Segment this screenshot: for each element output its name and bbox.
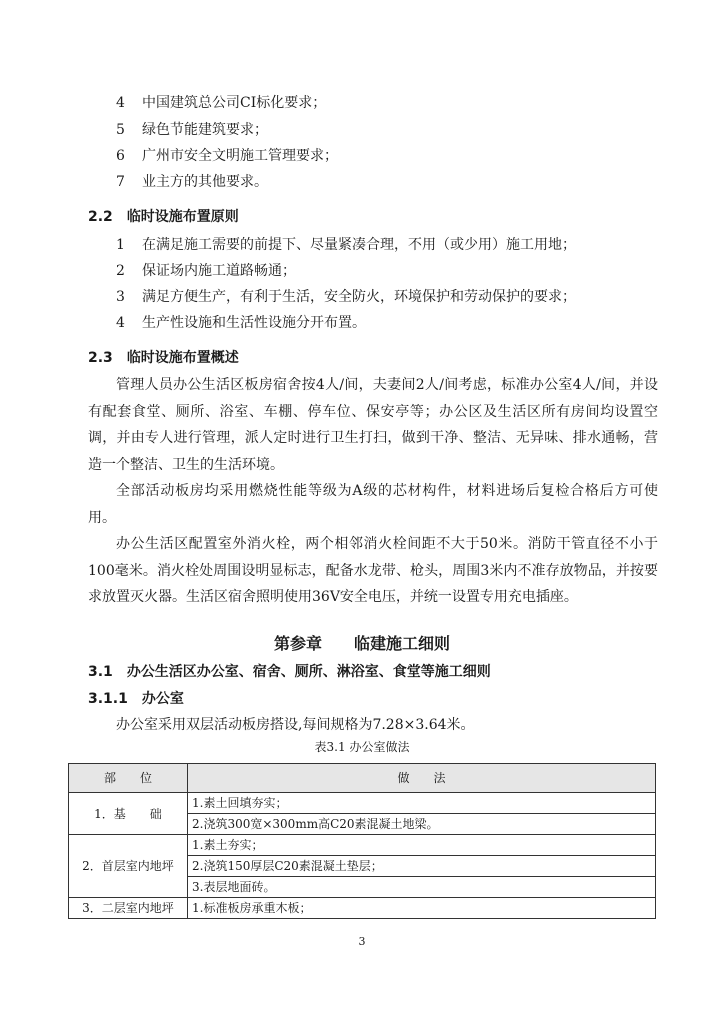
table-row — [69, 898, 656, 919]
list-item: 4 中国建筑总公司CI标化要求； — [116, 95, 327, 111]
table-header-part: 部 位 — [69, 764, 188, 793]
section-heading-3-1: 3.1 办公生活区办公室、宿舍、厕所、淋浴室、食堂等施工细则 — [88, 664, 491, 680]
section-heading-2-2: 2.2 临时设施布置原则 — [88, 209, 239, 225]
table-row — [69, 835, 656, 856]
chapter-heading: 第参章 临建施工细则 — [273, 634, 451, 653]
office-construction-table — [68, 763, 656, 919]
table-cell-method: 1.素土夯实； — [188, 835, 656, 856]
table-cell-method: 3.表层地面砖。 — [188, 877, 656, 898]
list-item: 4 生产性设施和生活性设施分开布置。 — [116, 315, 366, 331]
list-item: 2 保证场内施工道路畅通； — [116, 263, 296, 279]
section-3-1-1-intro: 办公室采用双层活动板房搭设,每间规格为7.28×3.64米。 — [116, 717, 475, 733]
table-row — [69, 793, 656, 814]
list-item: 7 业主方的其他要求。 — [116, 174, 268, 190]
section-heading-2-3: 2.3 临时设施布置概述 — [88, 350, 239, 366]
page-number: 3 — [358, 935, 366, 948]
list-item: 1 在满足施工需要的前提下、尽量紧凑合理，不用（或少用）施工用地； — [116, 237, 576, 253]
table-cell-method: 1.素土回填夯实； — [188, 793, 656, 814]
table-cell-method: 2.浇筑150厚层C20素混凝土垫层； — [188, 856, 656, 877]
paragraph: 全部活动板房均采用燃烧性能等级为A级的芯材构件，材料进场后复检合格后方可使用。 — [88, 483, 658, 526]
paragraph: 管理人员办公生活区板房宿舍按4人/间，夫妻间2人/间考虑，标准办公室4人/间，并设有配套食堂、厕所、浴室、车棚、停车位、保安亭等；办公区及生活区所有房间均设置空调，并由专人进行管理，派人定时进行卫生打扫，做到干净、整洁、无异味、排水通畅，营造一个整洁、卫生的生活环境。 — [88, 377, 658, 473]
table-cell-method: 2.浇筑300宽×300mm高C20素混凝土地梁。 — [188, 814, 656, 835]
paragraph: 办公生活区配置室外消火栓，两个相邻消火栓间距不大于50米。消防干管直径不小于100毫米。消火栓处周围设明显标志，配备水龙带、枪头，周围3米内不准存放物品，并按要求放置灭火器。生活区宿舍照明使用36V安全电压，并统一设置专用充电插座。 — [88, 536, 658, 605]
list-item: 6 广州市安全文明施工管理要求； — [116, 148, 338, 164]
section-heading-3-1-1: 3.1.1 办公室 — [88, 691, 184, 707]
table-caption: 表3.1 办公室做法 — [314, 740, 410, 754]
table-cell-part: 2．首层室内地坪 — [69, 835, 188, 898]
table-header-method: 做 法 — [188, 764, 656, 793]
table-header-row — [69, 764, 656, 793]
table-cell-part: 3．二层室内地坪 — [69, 898, 188, 919]
section-2-3-body — [88, 372, 658, 611]
list-item: 5 绿色节能建筑要求； — [116, 122, 268, 138]
table-cell-method: 1.标准板房承重木板； — [188, 898, 656, 919]
table-cell-part: 1．基 础 — [69, 793, 188, 835]
list-item: 3 满足方便生产，有利于生活，安全防火，环境保护和劳动保护的要求； — [116, 289, 576, 305]
